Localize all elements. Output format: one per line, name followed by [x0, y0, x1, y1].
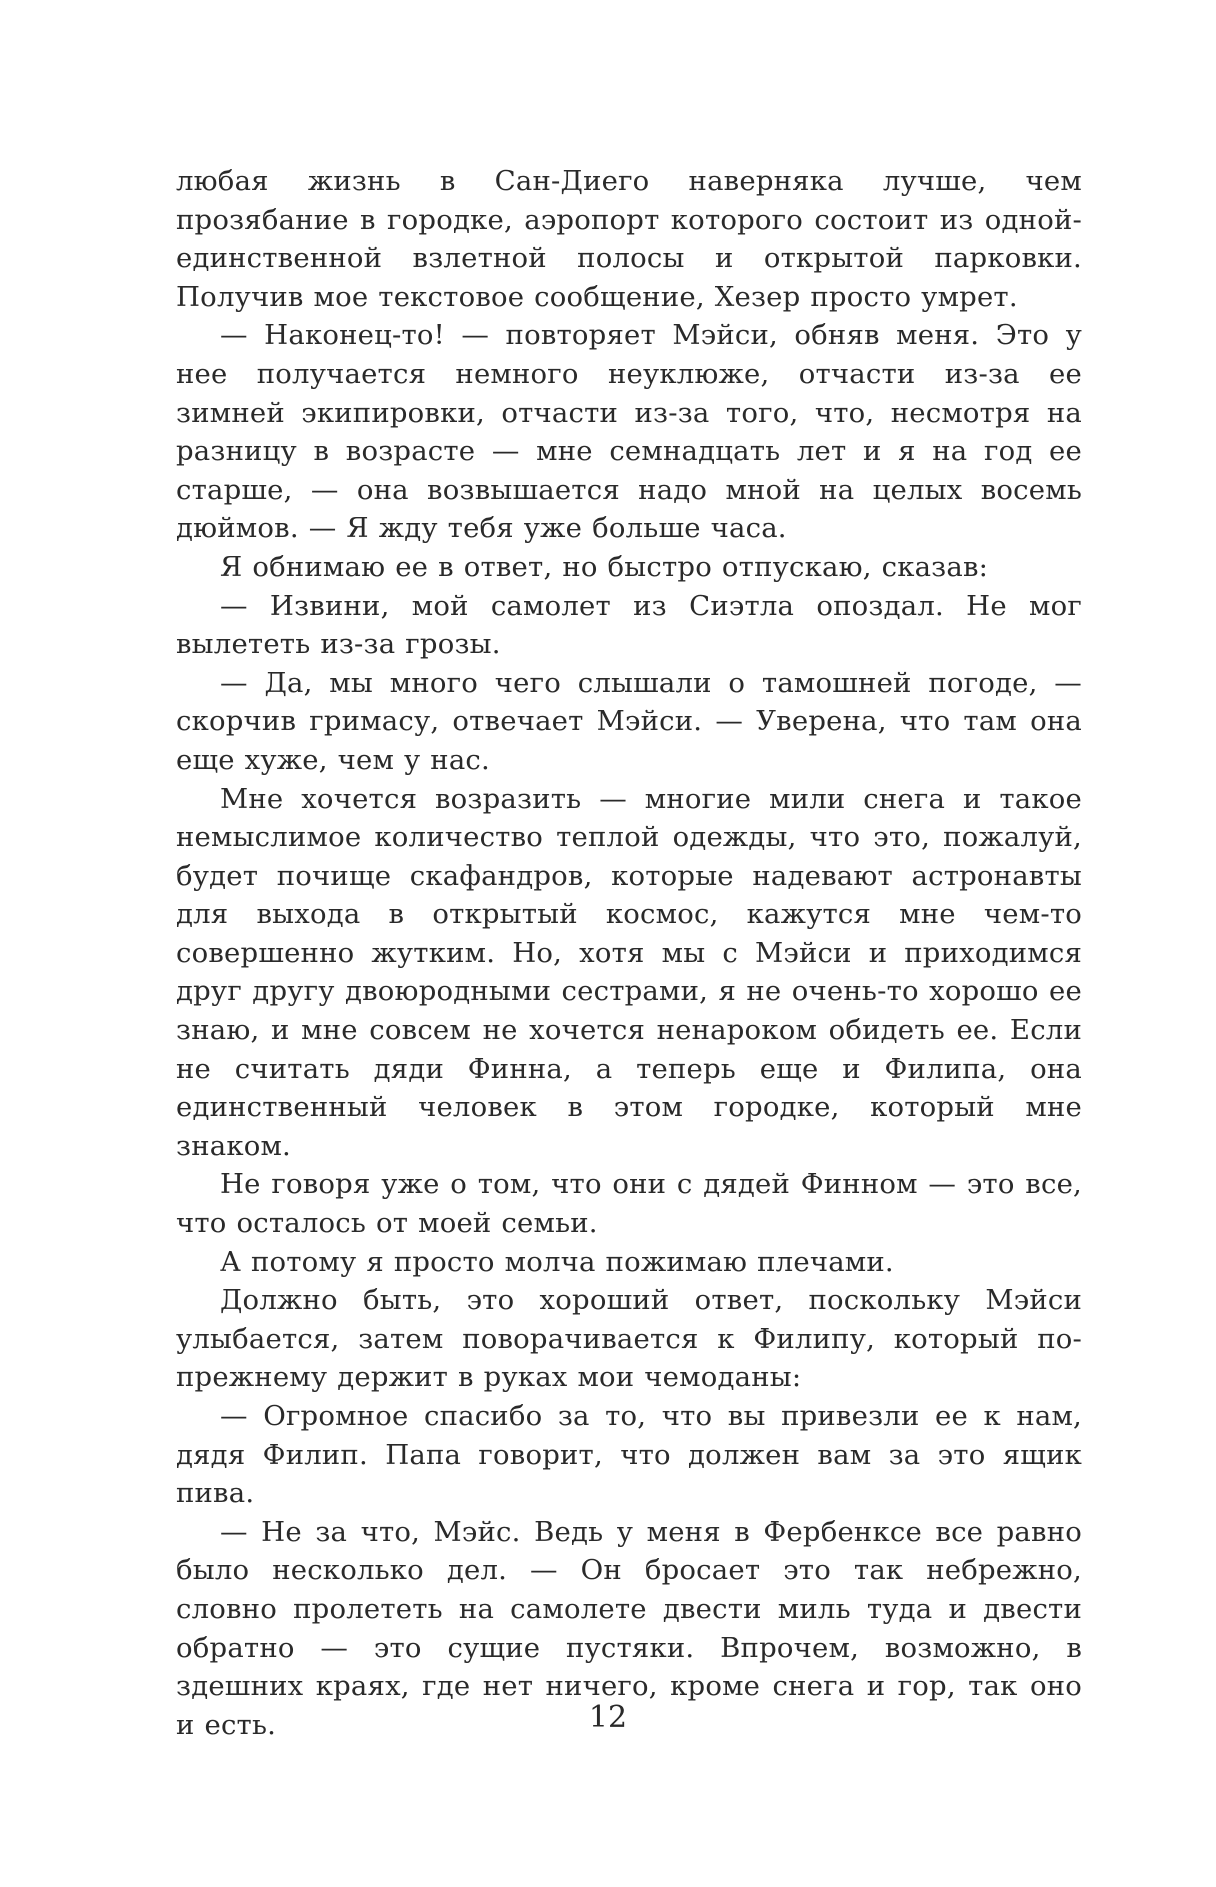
paragraph-4: — Извини, мой самолет из Сиэтла опоздал. Не мог вылететь из-за грозы.: [176, 589, 1082, 661]
paragraph-8: А потому я просто молча пожимаю плечами.: [220, 1245, 894, 1278]
paragraph-6: Мне хочется возразить — многие мили снега и такое немыслимое количество теплой одежды, что это, пожалуй, будет почище скафандров, которые надевают астронавты для выхода в открытый космос, кажутся мне чем-то совершенно жутким. Но, хотя мы с Мэйси и приходимся друг другу двоюродными сестрами, я не очень-то хорошо ее знаю, и мне совсем не хочется ненароком обидеть ее. Если не считать дяди Финна, а теперь еще и Филипа, она единственный человек в этом городке, который мне знаком.: [176, 782, 1082, 1162]
body-text: [176, 162, 1082, 1744]
paragraph-11: — Не за что, Мэйс. Ведь у меня в Фербенксе все равно было несколько дел. — Он бросает это так небрежно, словно пролететь на самолете двести миль туда и двести обратно — это сущие пустяки. Впрочем, возможно, в здешних краях, где нет ничего, кроме снега и гор, так оно и есть.: [176, 1515, 1082, 1741]
paragraph-3: Я обнимаю ее в ответ, но быстро отпускаю, сказав:: [220, 550, 989, 583]
paragraph-10: — Огромное спасибо за то, что вы привезли ее к нам, дядя Филип. Папа говорит, что должен вам за это ящик пива.: [176, 1400, 1082, 1510]
paragraph-1: любая жизнь в Сан-Диего наверняка лучше, чем прозябание в городке, аэропорт которого состоит из одной-единственной взлетной полосы и открытой парковки. Получив мое текстовое сообщение, Хезер просто умрет.: [176, 165, 1082, 313]
paragraph-9: Должно быть, это хороший ответ, поскольку Мэйси улыбается, затем поворачивается к Филипу, который по-прежнему держит в руках мои чемоданы:: [176, 1284, 1082, 1394]
page-number: 12: [588, 1700, 628, 1735]
paragraph-5: — Да, мы много чего слышали о тамошней погоде, — скорчив гримасу, отвечает Мэйси. — Уверена, что там она еще хуже, чем у нас.: [176, 666, 1082, 776]
paragraph-2: — Наконец-то! — повторяет Мэйси, обняв меня. Это у нее получается немного неуклюже, отчасти из-за ее зимней экипировки, отчасти из-за того, что, несмотря на разницу в возрасте — мне семнадцать лет и я на год ее старше, — она возвышается надо мной на целых восемь дюймов. — Я жду тебя уже больше часа.: [176, 319, 1082, 545]
paragraph-7: Не говоря уже о том, что они с дядей Финном — это все, что осталось от моей семьи.: [176, 1168, 1082, 1240]
